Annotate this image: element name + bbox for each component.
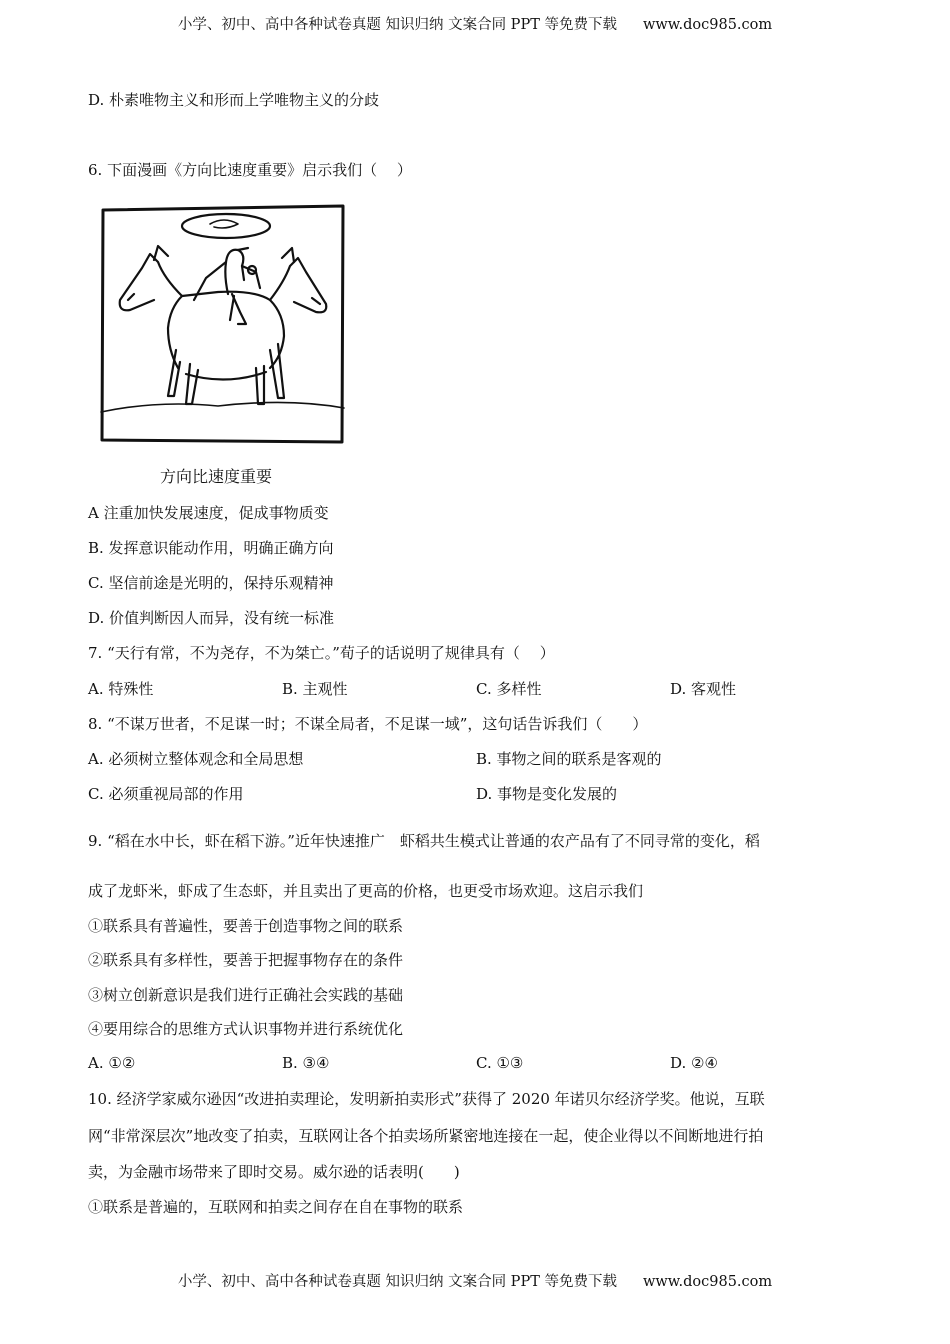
page-footer: [0, 1270, 950, 1291]
q8-option-b: B. 事物之间的联系是客观的: [476, 750, 662, 768]
q8-stem: 8. “不谋万世者，不足谋一时；不谋全局者，不足谋一域”，这句话告诉我们（ ）: [88, 715, 648, 733]
q9-option-d: D. ②④: [670, 1054, 718, 1072]
cartoon-caption: 方向比速度重要: [160, 467, 273, 486]
q9-stem-line2: 成了龙虾米，虾成了生态虾，并且卖出了更高的价格，也更受市场欢迎。这启示我们: [88, 882, 644, 900]
q9-statement-2: ②联系具有多样性，要善于把握事物存在的条件: [88, 951, 404, 969]
q10-stem-line2: 网“非常深层次”地改变了拍卖，互联网让各个拍卖场所紧密地连接在一起，使企业得以不间断地进行拍: [88, 1127, 764, 1145]
q9-option-b: B. ③④: [282, 1054, 330, 1072]
q9-option-c: C. ①③: [476, 1054, 524, 1072]
q6-option-a: A 注重加快发展速度，促成事物质变: [88, 504, 329, 522]
page-header: [0, 13, 950, 34]
q9-option-a: A. ①②: [88, 1054, 136, 1072]
q9-stem-line1: 9. “稻在水中长，虾在稻下游。”近年快速推广 虾稻共生模式让普通的农产品有了不同寻常的变化，稻: [88, 832, 760, 850]
cartoon-image: [98, 200, 348, 450]
q7-option-b: B. 主观性: [282, 680, 348, 698]
footer-text: 小学、初中、高中各种试卷真题 知识归纳 文案合同 PPT 等免费下载: [177, 1274, 617, 1290]
q8-option-c: C. 必须重视局部的作用: [88, 785, 244, 803]
q6-option-c: C. 坚信前途是光明的，保持乐观精神: [88, 574, 334, 592]
q7-option-a: A. 特殊性: [88, 680, 154, 698]
footer-site: www.doc985.com: [642, 1274, 773, 1290]
q6-stem: 6. 下面漫画《方向比速度重要》启示我们（ ）: [88, 161, 412, 179]
q10-stem-line3: 卖，为金融市场带来了即时交易。威尔逊的话表明( ): [88, 1163, 460, 1181]
q6-option-b: B. 发挥意识能动作用，明确正确方向: [88, 539, 334, 557]
q5-option-d: D. 朴素唯物主义和形而上学唯物主义的分歧: [88, 91, 380, 109]
q9-statement-3: ③树立创新意识是我们进行正确社会实践的基础: [88, 986, 404, 1004]
q9-statement-1: ①联系具有普遍性，要善于创造事物之间的联系: [88, 917, 404, 935]
header-text: 小学、初中、高中各种试卷真题 知识归纳 文案合同 PPT 等免费下载: [177, 17, 617, 33]
q9-statement-4: ④要用综合的思维方式认识事物并进行系统优化: [88, 1020, 404, 1038]
header-site: www.doc985.com: [642, 17, 773, 33]
q7-option-d: D. 客观性: [670, 680, 737, 698]
q7-option-c: C. 多样性: [476, 680, 542, 698]
q8-option-a: A. 必须树立整体观念和全局思想: [88, 750, 304, 768]
q10-statement-1: ①联系是普遍的，互联网和拍卖之间存在自在事物的联系: [88, 1198, 464, 1216]
q10-stem-line1: 10. 经济学家威尔逊因“改进拍卖理论，发明新拍卖形式”获得了 2020 年诺贝尔经济学奖。他说，互联: [88, 1090, 765, 1108]
q7-stem: 7. “天行有常，不为尧存，不为桀亡。”荀子的话说明了规律具有（ ）: [88, 644, 555, 662]
q6-option-d: D. 价值判断因人而异，没有统一标准: [88, 609, 335, 627]
q8-option-d: D. 事物是变化发展的: [476, 785, 618, 803]
